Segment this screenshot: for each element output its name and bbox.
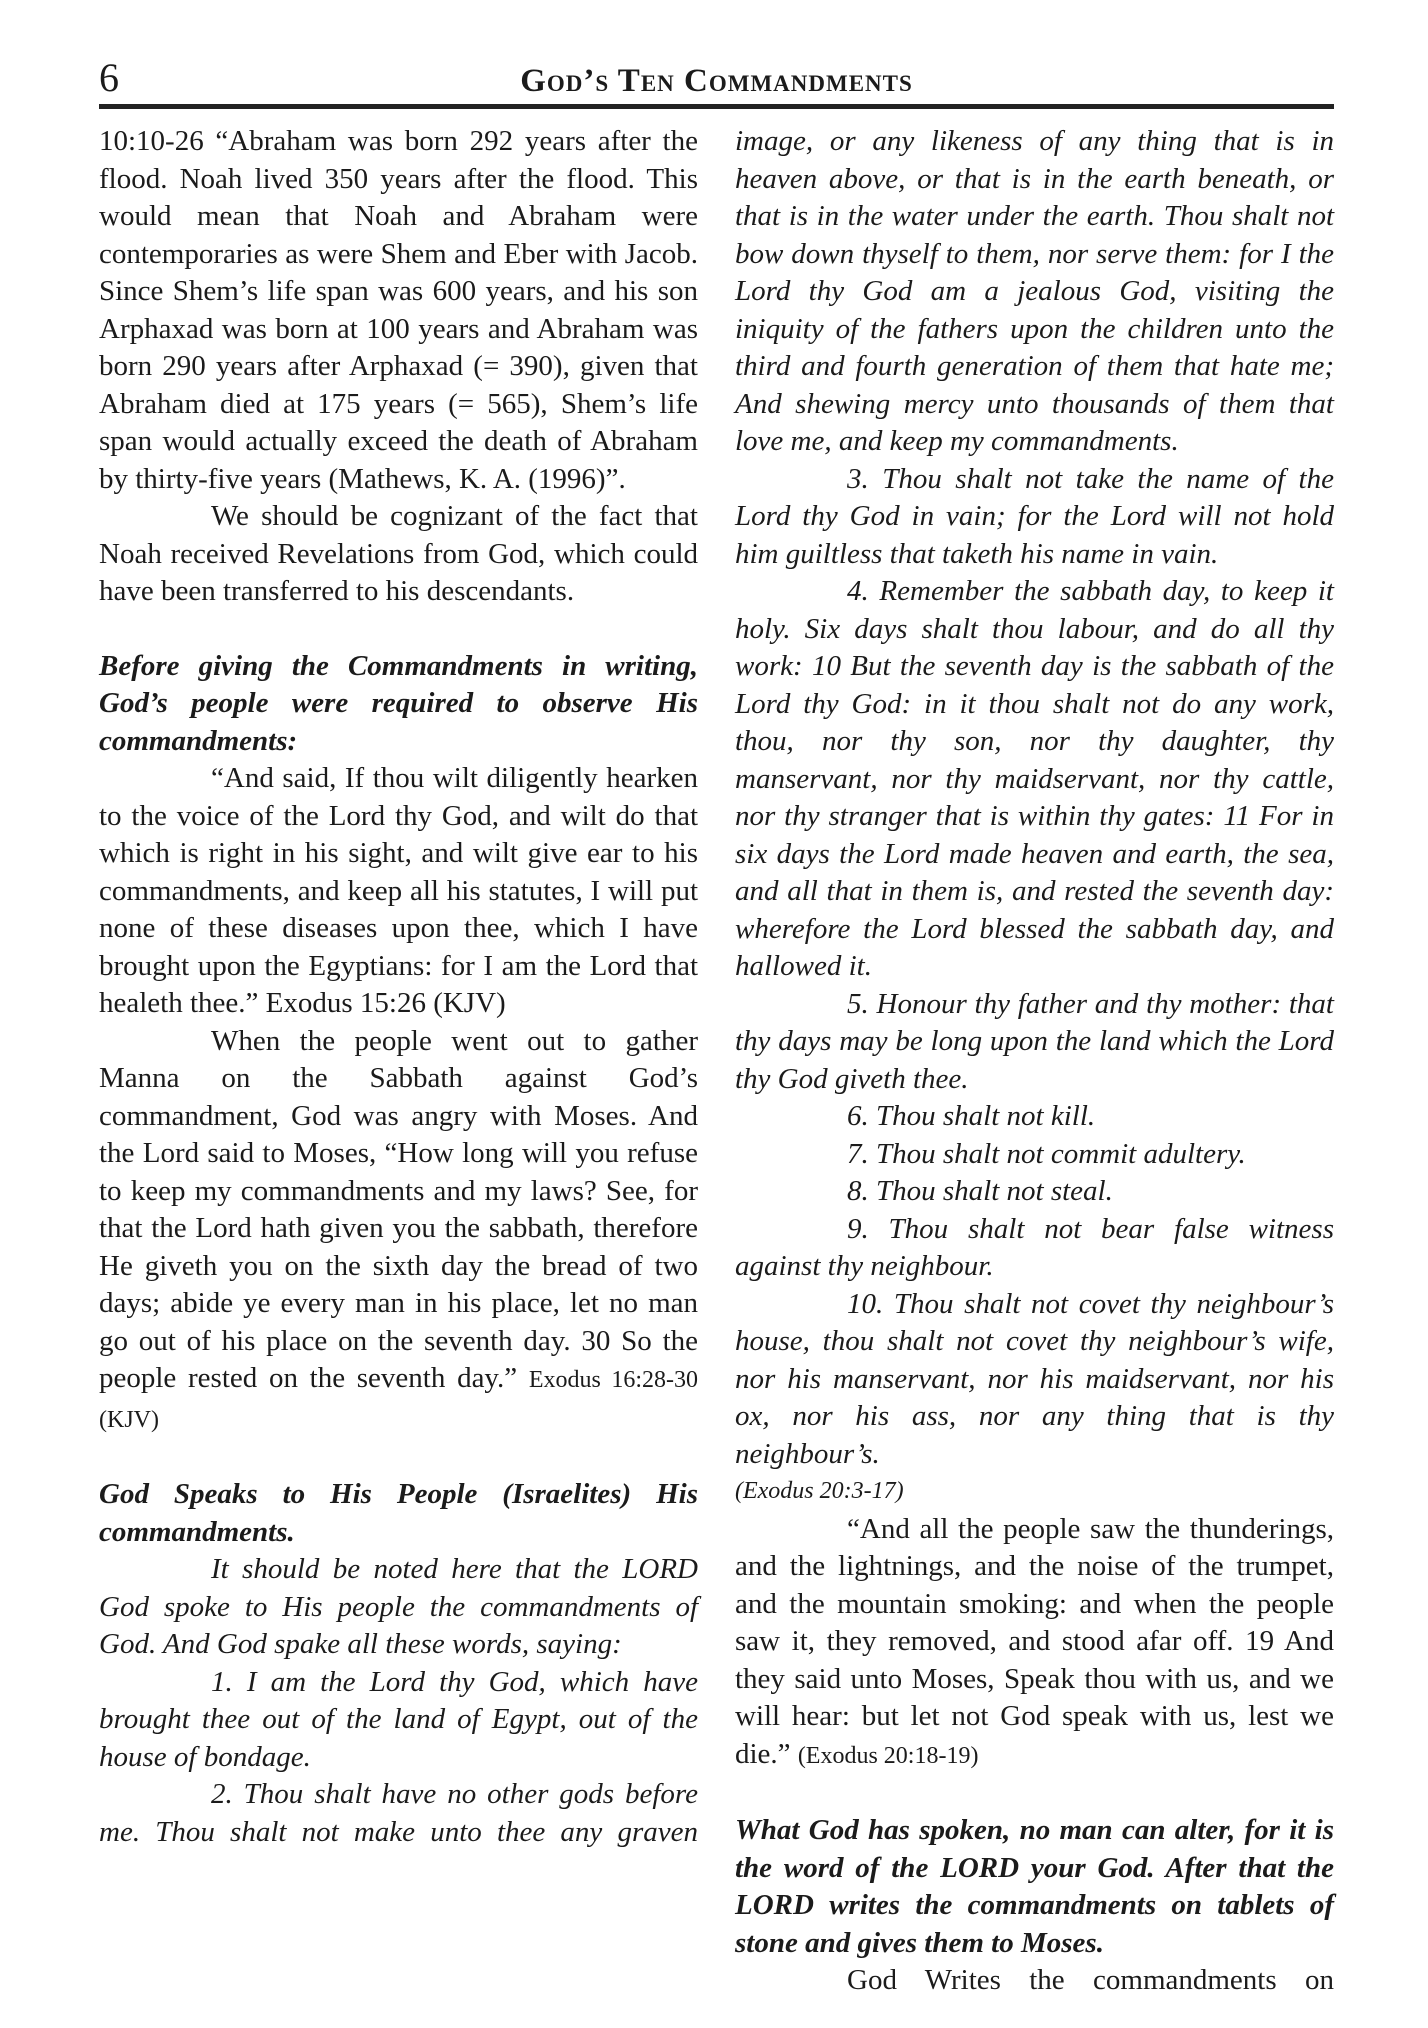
heading-what-god-has-spoken: What God has spoken, no man can alter, for it is the word of the LORD your God. After that the LORD writes the commandments on tablets of stone and gives them to Moses. <box>735 1814 1334 1959</box>
page-header <box>99 42 1334 109</box>
scripture-ref-exodus-20-18-19: (Exodus 20:18-19) <box>797 1742 979 1769</box>
commandment-2-start: 2. Thou shalt have no other gods before me. Thou shalt not make unto thee any graven <box>99 1778 698 1848</box>
scripture-ref-exodus-16: Exodus 16:28-30 (KJV) <box>99 1367 699 1433</box>
left-column <box>99 123 698 2000</box>
commandment-6: 6. Thou shalt not kill. <box>847 1100 1096 1132</box>
paragraph-manna-sabbath <box>99 1023 698 1440</box>
commandment-8: 8. Thou shalt not steal. <box>847 1175 1113 1207</box>
commandment-7: 7. Thou shalt not commit adultery. <box>847 1137 1246 1170</box>
commandment-5: 5. Honour thy father and thy mother: that thy days may be long upon the land which the Lord thy God giveth thee. <box>735 987 1334 1095</box>
scripture-ref-exodus-20-3-17: (Exodus 20:3-17) <box>735 1478 904 1504</box>
paragraph-people-saw-text: “And all the people saw the thunderings, and the lightnings, and the noise of the trumpet, and the mountain smoking: and when the people saw it, they removed, and stood afar off. 19 And they said unto Moses, Speak thou with us, and we will hear: but let not God speak with us, lest we die.” <box>735 1512 1334 1770</box>
two-column-text-block <box>99 123 1334 2000</box>
commandment-4: 4. Remember the sabbath day, to keep it holy. Six days shalt thou labour, and do all thy work: 10 But the seventh day is the sabbath of the Lord thy God: in it thou shalt not do any work, thou, nor thy son, nor thy daughter, thy manservant, nor thy maidservant, nor thy cattle, nor thy stranger that is within thy gates: 11 For in six days the Lord made heaven and earth, the sea, and all that in them is, and rested the seventh day: wherefore the Lord blessed the sabbath day, and hallowed it. <box>735 575 1334 982</box>
paragraph-cognizant: We should be cognizant of the fact that Noah received Revelations from God, which could have been transferred to his descendants. <box>99 500 698 607</box>
paragraph-abraham-chronology: 10:10-26 “Abraham was born 292 years after the flood. Noah lived 350 years after the flood. This would mean that Noah and Abraham were contemporaries as were Shem and Eber with Jacob. Since Shem’s life span was 600 years, and his son Arphaxad was born at 100 years and Abraham was born 290 years after Arphaxad (= 390), given that Abraham died at 175 years (= 565), Shem’s life span would actually exceed the death of Abraham by thirty-five years (Mathews, K. A. (1996)”. <box>99 125 698 495</box>
heading-god-speaks: God Speaks to His People (Israelites) His commandments. <box>99 1478 698 1548</box>
paragraph-god-writes: God Writes the commandments on <box>847 1964 1334 1996</box>
commandment-3: 3. Thou shalt not take the name of the Lord thy God in vain; for the Lord will not hold him guiltless that taketh his name in vain. <box>735 462 1334 570</box>
commandment-2-continuation: image, or any likeness of any thing that is in heaven above, or that is in the earth beneath, or that is in the water under the earth. Thou shalt not bow down thyself to them, nor serve them: for I the Lord thy God am a jealous God, visiting the iniquity of the fathers upon the children unto the third and fourth generation of them that hate me; And shewing mercy unto thousands of them that love me, and keep my commandments. <box>735 125 1334 457</box>
heading-before-giving-commandments: Before giving the Commandments in writing, God’s people were required to observe His commandments: <box>99 649 698 757</box>
running-title: God’s Ten Commandments <box>520 63 913 99</box>
paragraph-and-said-exodus-15: “And said, If thou wilt diligently hearken to the voice of the Lord thy God, and wilt do that which is right in his sight, and wilt give ear to his commandments, and keep all his statutes, I will put none of these diseases upon thee, which I have brought upon the Egyptians: for I am the Lord that healeth thee.” Exodus 15:26 (KJV) <box>99 762 698 1019</box>
paragraph-noted-lord-spoke: It should be noted here that the LORD God spoke to His people the commandments of God. And God spake all these words, saying: <box>99 1553 698 1660</box>
commandment-1: 1. I am the Lord thy God, which have brought thee out of the land of Egypt, out of the house of bondage. <box>99 1665 698 1773</box>
page-number: 6 <box>99 55 119 100</box>
commandment-10: 10. Thou shalt not covet thy neighbour’s house, thou shalt not covet thy neighbour’s wife, nor his manservant, nor his maidservant, nor his ox, nor his ass, nor any thing that is thy neighbour’s. <box>735 1287 1334 1470</box>
paragraph-people-saw <box>735 1511 1334 1776</box>
right-column <box>735 123 1334 2000</box>
commandment-9: 9. Thou shalt not bear false witness against thy neighbour. <box>735 1212 1334 1282</box>
paragraph-manna-text: When the people went out to gather Manna on the Sabbath against God’s commandment, God was angry with Moses. And the Lord said to Moses, “How long will you refuse to keep my commandments and my laws? See, for that the Lord hath given you the sabbath, therefore He giveth you on the sixth day the bread of two days; abide ye every man in his place, let no man go out of his place on the seventh day. 30 So the people rested on the seventh day.” <box>99 1024 698 1394</box>
